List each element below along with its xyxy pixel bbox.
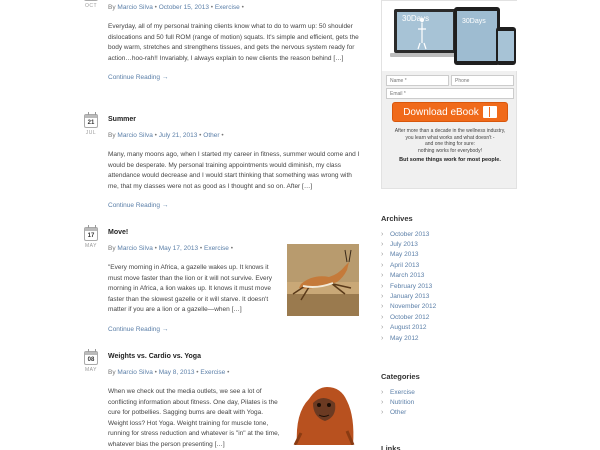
chevron-right-icon: ›: [381, 251, 384, 259]
archive-item[interactable]: › May 2012: [381, 334, 419, 342]
continue-reading-link[interactable]: Continue Reading →: [108, 202, 169, 209]
post-date: 08 MAY: [80, 351, 102, 373]
archive-item[interactable]: › August 2012: [381, 324, 427, 332]
calendar-icon: [84, 0, 98, 1]
author-link[interactable]: Marcio Silva: [117, 4, 153, 11]
name-input[interactable]: Name *: [386, 75, 449, 86]
category-item[interactable]: › Exercise: [381, 388, 415, 396]
book-icon: [483, 106, 497, 118]
archive-item[interactable]: › October 2012: [381, 313, 430, 321]
chevron-right-icon: ›: [381, 303, 384, 311]
category-link[interactable]: Exercise: [203, 245, 229, 252]
date-link[interactable]: October 15, 2013: [158, 4, 209, 11]
phone-input[interactable]: Phone: [451, 75, 514, 86]
post-meta: By Marcio Silva • May 8, 2013 • Exercise •: [108, 369, 230, 376]
post-title[interactable]: Weights vs. Cardio vs. Yoga: [108, 353, 201, 360]
calendar-icon: 17: [84, 227, 98, 241]
chevron-right-icon: ›: [381, 388, 384, 396]
post-date: 21 JUL: [80, 114, 102, 136]
author-link[interactable]: Marcio Silva: [117, 132, 153, 139]
chevron-right-icon: ›: [381, 293, 384, 301]
chevron-right-icon: ›: [381, 282, 384, 290]
post-meta: By Marcio Silva • July 21, 2013 • Other •: [108, 132, 224, 139]
links-title: Links: [381, 444, 401, 450]
promo-tagline: But some things work for most people.: [399, 157, 501, 163]
date-link[interactable]: May 17, 2013: [158, 245, 199, 252]
ebook-promo: [381, 0, 517, 189]
archive-item[interactable]: › February 2013: [381, 282, 433, 290]
links-widget: [381, 444, 521, 450]
continue-reading-link[interactable]: Continue Reading →: [108, 74, 169, 81]
post-date: OCT: [80, 0, 102, 9]
category-item[interactable]: › Nutrition: [381, 399, 415, 407]
archive-item[interactable]: › March 2013: [381, 272, 425, 280]
chevron-right-icon: ›: [381, 272, 384, 280]
post-meta: By Marcio Silva • May 17, 2013 • Exercise •: [108, 245, 234, 252]
archive-item[interactable]: › July 2013: [381, 241, 418, 249]
categories-title: Categories: [381, 372, 420, 381]
ebook-form: [386, 75, 514, 163]
promo-text: After more than a decade in the wellness industry, you learn what works and what doesn't - and one thing for sure: nothing works for everybody!: [394, 128, 506, 154]
chevron-right-icon: ›: [381, 230, 384, 238]
chevron-right-icon: ›: [381, 334, 384, 342]
author-link[interactable]: Marcio Silva: [117, 369, 153, 376]
archive-item[interactable]: › November 2012: [381, 303, 437, 311]
post-title[interactable]: Summer: [108, 116, 137, 123]
chevron-right-icon: ›: [381, 324, 384, 332]
post-meta: By Marcio Silva • October 15, 2013 • Exercise •: [108, 4, 244, 11]
chevron-right-icon: ›: [381, 313, 384, 321]
chevron-right-icon: ›: [381, 409, 384, 417]
author-link[interactable]: Marcio Silva: [117, 245, 153, 252]
email-input[interactable]: Email *: [386, 88, 514, 99]
date-link[interactable]: May 8, 2013: [158, 369, 195, 376]
calendar-icon: 21: [84, 114, 98, 128]
svg-text:30Days: 30Days: [462, 18, 486, 25]
download-ebook-button[interactable]: Download eBook: [392, 102, 508, 122]
category-link[interactable]: Exercise: [200, 369, 226, 376]
calendar-icon: 08: [84, 351, 98, 365]
post-excerpt: Many, many moons ago, when I started my career in fitness, summer would come and I would be desperate. My personal training appointments would diminish, my class attendance would decrease and I would start thinking that something was wrong with me, that my classes were not as good as I thought and so on. After […]: [108, 151, 360, 190]
category-item[interactable]: › Other: [381, 409, 407, 417]
categories-widget: [381, 372, 521, 418]
chevron-right-icon: ›: [381, 399, 384, 407]
archives-widget: [381, 214, 521, 343]
archive-item[interactable]: › October 2013: [381, 230, 430, 238]
post-date: 17 MAY: [80, 227, 102, 249]
post-title[interactable]: Move!: [108, 229, 129, 236]
archive-item[interactable]: › May 2013: [381, 251, 419, 259]
chevron-right-icon: ›: [381, 261, 384, 269]
category-link[interactable]: Exercise: [214, 4, 240, 11]
post-excerpt: "Every morning in Africa, a gazelle wakes up. It knows it must move faster than the lion or it will not survive. Every morning in Africa, a lion wakes up. It knows it must move faster than the slowest gazelle or it will starve. It doesn't matter if you are a lion or a gazelle—when […]: [108, 264, 273, 313]
archives-title: Archives: [381, 214, 413, 223]
category-link[interactable]: Other: [203, 132, 220, 139]
date-link[interactable]: July 21, 2013: [158, 132, 198, 139]
continue-reading-link[interactable]: Continue Reading →: [108, 325, 169, 333]
archive-item[interactable]: › April 2013: [381, 261, 420, 269]
chevron-right-icon: ›: [381, 241, 384, 249]
archive-item[interactable]: › January 2013: [381, 293, 430, 301]
ebook-devices-image: [382, 1, 518, 71]
post-excerpt: When we check out the media outlets, we see a lot of conflicting information about fitness. One day, Pilates is the cure for potbellies. Sagging bums are dealt with Yoga. Weight loss? Hot Yoga. Weight training for muscle tone, running for stress reduction and whatever is "in" at the time, whatever bias the person presenting […]: [108, 388, 280, 448]
svg-text:30Days: 30Days: [402, 14, 430, 23]
post-excerpt: Everyday, all of my personal training clients know what to do to warm up: 50 shoulder dislocations and 50 full ROM (range of motion) squats. It's simple and efficient, gets the body warm, stretches and strengthens tissues, and gets the nervous system ready for action…hoo-rah!! Invariably, I always explain to new clients the reason behind […]: [108, 23, 359, 62]
gazelle-image[interactable]: [287, 244, 359, 316]
orangutan-image[interactable]: [287, 373, 359, 445]
